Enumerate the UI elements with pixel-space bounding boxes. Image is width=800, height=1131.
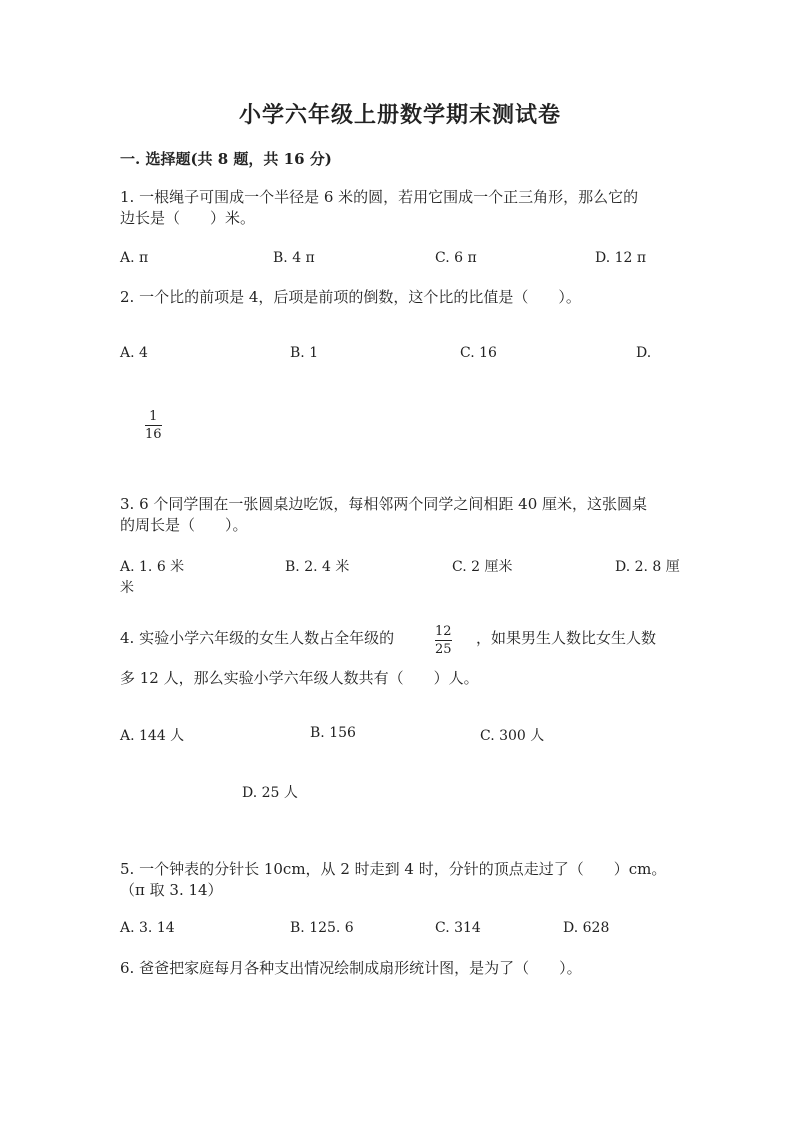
question-3-text-line1: 3. 6 个同学围在一张圆桌边吃饭，每相邻两个同学之间相距 40 厘米，这张圆桌 [120, 495, 648, 513]
question-5-option-b[interactable]: B. 125. 6 [290, 920, 354, 936]
question-1-option-a[interactable]: A. π [120, 250, 149, 266]
question-1-option-c[interactable]: C. 6 π [435, 250, 477, 266]
question-4-option-a[interactable]: A. 144 人 [120, 728, 185, 744]
question-4-option-b[interactable]: B. 156 [310, 725, 356, 741]
question-3-option-a[interactable]: A. 1. 6 米 [120, 559, 185, 575]
question-3-option-d-wrap: 米 [120, 580, 134, 596]
page-title: 小学六年级上册数学期末测试卷 [238, 102, 561, 128]
question-6-text: 6. 爸爸把家庭每月各种支出情况绘制成扇形统计图，是为了（ ）。 [120, 959, 582, 977]
question-1-text-line2: 边长是（ ）米。 [120, 209, 256, 227]
question-4-text-line1-start: 4. 实验小学六年级的女生人数占全年级的 [120, 629, 395, 647]
fraction-denominator: 16 [145, 427, 162, 442]
question-1-option-b[interactable]: B. 4 π [273, 250, 315, 266]
question-2-text: 2. 一个比的前项是 4，后项是前项的倒数，这个比的比值是（ ）。 [120, 288, 581, 306]
question-1-option-d[interactable]: D. 12 π [595, 250, 647, 266]
question-2-option-c[interactable]: C. 16 [460, 345, 497, 361]
question-3-option-d[interactable]: D. 2. 8 厘 [615, 559, 680, 575]
question-3-option-c[interactable]: C. 2 厘米 [452, 559, 513, 575]
question-2-option-a[interactable]: A. 4 [120, 345, 148, 361]
question-3-text-line2: 的周长是（ ）。 [120, 516, 248, 534]
question-2-option-d[interactable]: D. [636, 345, 652, 361]
question-2-option-d-fraction [145, 409, 162, 442]
section-heading: 一. 选择题(共 8 题，共 16 分) [120, 150, 332, 168]
question-1-text-line1: 1. 一根绳子可围成一个半径是 6 米的圆，若用它围成一个正三角形，那么它的 [120, 188, 639, 206]
question-5-option-a[interactable]: A. 3. 14 [120, 920, 175, 936]
fraction-denominator: 25 [435, 642, 452, 657]
fraction-bar [145, 425, 162, 426]
question-5-text-line2: （π 取 3. 14） [120, 881, 223, 899]
question-3-option-b[interactable]: B. 2. 4 米 [285, 559, 350, 575]
fraction-bar [435, 640, 452, 641]
question-4-option-c[interactable]: C. 300 人 [480, 728, 545, 744]
fraction-numerator: 12 [435, 624, 452, 639]
question-5-option-c[interactable]: C. 314 [435, 920, 481, 936]
fraction-numerator: 1 [149, 409, 158, 424]
question-4-text-line2: 多 12 人，那么实验小学六年级人数共有（ ）人。 [120, 669, 479, 687]
question-4-option-d[interactable]: D. 25 人 [242, 785, 298, 801]
question-5-text-line1: 5. 一个钟表的分针长 10cm，从 2 时走到 4 时，分针的顶点走过了（ ）cm。 [120, 860, 667, 878]
question-4-fraction [435, 624, 452, 657]
question-4-text-line1-end: ，如果男生人数比女生人数 [476, 629, 657, 647]
question-5-option-d[interactable]: D. 628 [563, 920, 610, 936]
question-2-option-b[interactable]: B. 1 [290, 345, 319, 361]
